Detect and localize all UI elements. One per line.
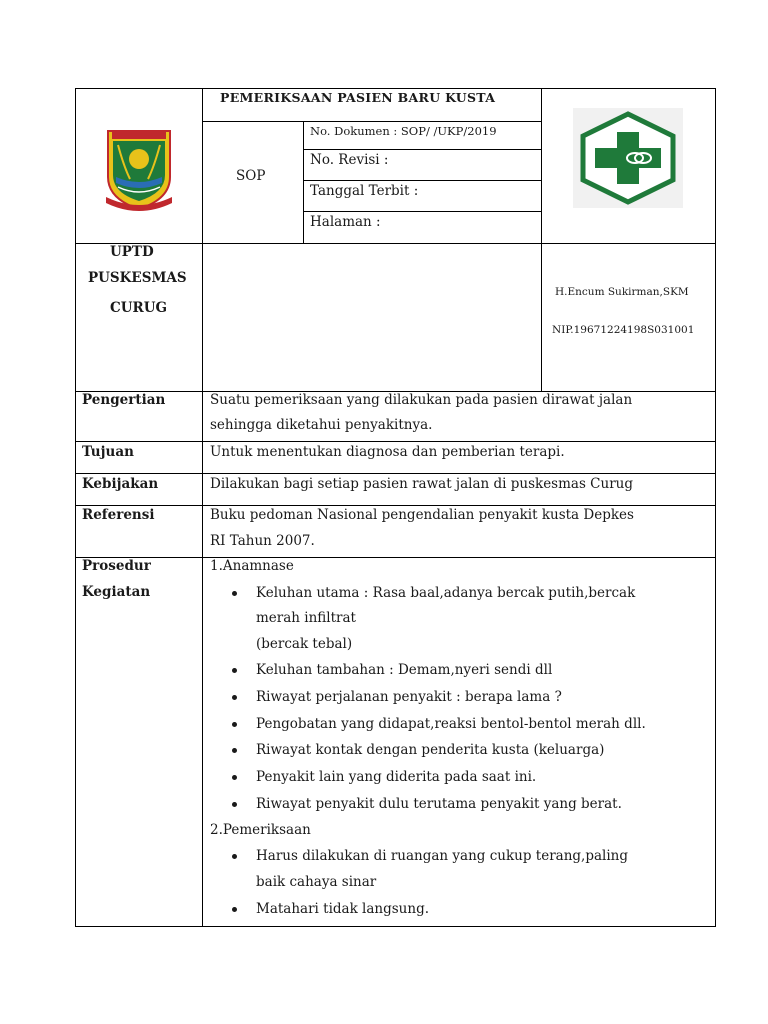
org-name-line1: UPTD — [110, 244, 154, 260]
regency-crest-logo — [104, 127, 174, 211]
org-name-line3: CURUG — [110, 300, 168, 316]
list-item: Keluhan tambahan : Demam,nyeri sendi dll — [256, 662, 553, 678]
col-divider-2 — [303, 121, 304, 243]
kebijakan-text: Dilakukan bagi setiap pasien rawat jalan di puskesmas Curug — [210, 476, 633, 492]
section-pemeriksaan-heading: 2.Pemeriksaan — [210, 822, 311, 838]
page-field: Halaman : — [310, 214, 381, 230]
prosedur-label-line1: Prosedur — [82, 558, 151, 574]
puskesmas-logo-frame — [573, 108, 683, 208]
document-title: PEMERIKSAAN PASIEN BARU KUSTA — [220, 90, 496, 105]
table-border-bottom — [75, 926, 716, 927]
table-border-left — [75, 88, 76, 927]
signer-name: H.Encum Sukirman,SKM — [555, 286, 689, 298]
publish-date-field: Tanggal Terbit : — [310, 183, 419, 199]
kebijakan-label: Kebijakan — [82, 476, 159, 492]
signer-nip: NIP.19671224198S031001 — [552, 324, 695, 336]
pengertian-label: Pengertian — [82, 392, 166, 408]
section-anamnase-heading: 1.Anamnase — [210, 558, 294, 574]
row-divider-tujuan — [75, 473, 716, 474]
tujuan-label: Tujuan — [82, 444, 134, 460]
prosedur-label-line2: Kegiatan — [82, 584, 151, 600]
list-item-continuation: baik cahaya sinar — [256, 874, 377, 890]
pengertian-text-line2: sehingga diketahui penyakitnya. — [210, 417, 433, 433]
meta-divider-2 — [303, 180, 541, 181]
header-bottom-divider — [75, 243, 716, 244]
row-divider-referensi — [75, 557, 716, 558]
row-divider-pengertian — [75, 441, 716, 442]
list-item: Harus dilakukan di ruangan yang cukup terang,paling — [256, 848, 628, 864]
revision-number-field: No. Revisi : — [310, 152, 389, 168]
col-divider-1 — [202, 88, 203, 927]
list-item: Riwayat kontak dengan penderita kusta (keluarga) — [256, 742, 605, 758]
meta-divider-1 — [303, 149, 541, 150]
list-item: Pengobatan yang didapat,reaksi bentol-bentol merah dll. — [256, 716, 646, 732]
list-item: Riwayat perjalanan penyakit : berapa lama ? — [256, 689, 562, 705]
org-name-line2: PUSKESMAS — [88, 270, 187, 286]
meta-divider-3 — [303, 211, 541, 212]
referensi-text-line1: Buku pedoman Nasional pengendalian penyakit kusta Depkes — [210, 507, 634, 523]
list-item: Penyakit lain yang diderita pada saat ini. — [256, 769, 537, 785]
list-item: Riwayat penyakit dulu terutama penyakit yang berat. — [256, 796, 622, 812]
puskesmas-logo — [573, 108, 683, 208]
referensi-label: Referensi — [82, 507, 155, 523]
referensi-text-line2: RI Tahun 2007. — [210, 533, 315, 549]
table-border-right — [715, 88, 716, 927]
col-divider-3 — [541, 88, 542, 392]
list-item-continuation: (bercak tebal) — [256, 636, 353, 652]
list-item-continuation: merah infiltrat — [256, 610, 356, 626]
document-number-field: No. Dokumen : SOP/ /UKP/2019 — [310, 124, 497, 138]
pengertian-text-line1: Suatu pemeriksaan yang dilakukan pada pasien dirawat jalan — [210, 392, 633, 408]
tujuan-text: Untuk menentukan diagnosa dan pemberian terapi. — [210, 444, 565, 460]
list-item: Keluhan utama : Rasa baal,adanya bercak putih,bercak — [256, 585, 636, 601]
sop-label: SOP — [236, 168, 266, 184]
list-item: Matahari tidak langsung. — [256, 901, 430, 917]
